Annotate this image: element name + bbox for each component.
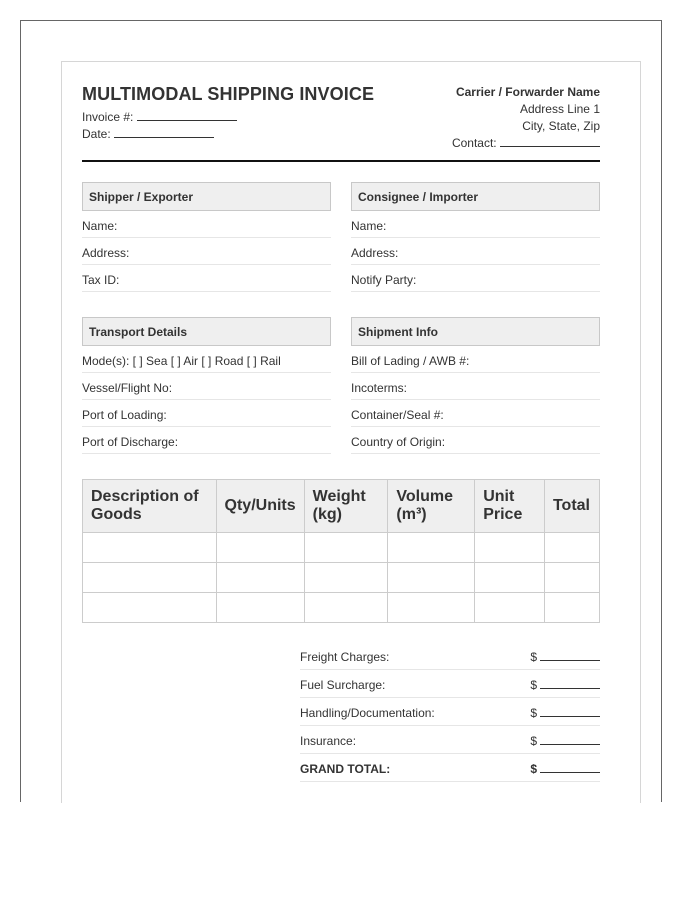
invoice-number-label: Invoice #:: [82, 110, 134, 124]
table-cell[interactable]: [475, 593, 545, 623]
transport-modes-field[interactable]: Mode(s): [ ] Sea [ ] Air [ ] Road [ ] Rail: [82, 346, 331, 373]
column-header-unit-price: Unit Price: [475, 480, 545, 533]
grand-total-value[interactable]: [530, 762, 600, 776]
handling-documentation-value[interactable]: [530, 706, 600, 720]
amount-line: [540, 762, 600, 773]
goods-table-header-row: [83, 480, 600, 533]
table-row: [83, 593, 600, 623]
incoterms-field[interactable]: Incoterms:: [351, 373, 600, 400]
invoice-date-row: [82, 127, 214, 141]
totals-block: [300, 642, 600, 782]
column-header-description: Description of Goods: [83, 480, 217, 533]
currency-symbol: $: [530, 734, 537, 748]
freight-charges-label: Freight Charges:: [300, 650, 390, 664]
carrier-contact-field[interactable]: [500, 137, 600, 147]
port-of-loading-field[interactable]: Port of Loading:: [82, 400, 331, 427]
carrier-address-line1: Address Line 1: [519, 102, 600, 116]
shipper-tax-id-field[interactable]: Tax ID:: [82, 265, 331, 292]
carrier-address-line2: City, State, Zip: [522, 119, 600, 133]
freight-charges-row: [300, 642, 600, 670]
consignee-section: [351, 182, 600, 292]
column-header-volume: Volume (m³): [388, 480, 475, 533]
bill-of-lading-field[interactable]: Bill of Lading / AWB #:: [351, 346, 600, 373]
invoice-date-label: Date:: [82, 127, 111, 141]
table-cell[interactable]: [544, 533, 599, 563]
shipper-address-field[interactable]: Address:: [82, 238, 331, 265]
table-cell[interactable]: [216, 533, 304, 563]
invoice-number-row: [82, 110, 237, 124]
shipper-section-title: Shipper / Exporter: [82, 182, 331, 211]
handling-documentation-row: [300, 698, 600, 726]
table-cell[interactable]: [83, 593, 217, 623]
consignee-address-field[interactable]: Address:: [351, 238, 600, 265]
consignee-notify-party-field[interactable]: Notify Party:: [351, 265, 600, 292]
currency-symbol: $: [530, 678, 537, 692]
invoice-sheet: [61, 61, 641, 803]
table-cell[interactable]: [475, 563, 545, 593]
column-header-qty-units: Qty/Units: [216, 480, 304, 533]
insurance-value[interactable]: [530, 734, 600, 748]
shipment-section: [351, 317, 600, 454]
goods-table: [82, 479, 600, 623]
table-cell[interactable]: [388, 533, 475, 563]
fuel-surcharge-label: Fuel Surcharge:: [300, 678, 386, 692]
fuel-surcharge-row: [300, 670, 600, 698]
table-cell[interactable]: [475, 533, 545, 563]
vessel-flight-field[interactable]: Vessel/Flight No:: [82, 373, 331, 400]
amount-line: [540, 734, 600, 745]
invoice-header: [82, 84, 600, 162]
table-cell[interactable]: [304, 563, 388, 593]
shipper-name-field[interactable]: Name:: [82, 211, 331, 238]
table-cell[interactable]: [83, 563, 217, 593]
insurance-row: [300, 726, 600, 754]
grand-total-label: GRAND TOTAL:: [300, 762, 391, 776]
carrier-block: [452, 84, 600, 152]
table-cell[interactable]: [544, 593, 599, 623]
container-seal-field[interactable]: Container/Seal #:: [351, 400, 600, 427]
port-of-discharge-field[interactable]: Port of Discharge:: [82, 427, 331, 454]
freight-charges-value[interactable]: [530, 650, 600, 664]
invoice-date-field[interactable]: [114, 128, 214, 138]
column-header-weight: Weight (kg): [304, 480, 388, 533]
amount-line: [540, 706, 600, 717]
shipper-section: [82, 182, 331, 292]
invoice-number-field[interactable]: [137, 111, 237, 121]
transport-section: [82, 317, 331, 454]
table-cell[interactable]: [216, 593, 304, 623]
currency-symbol: $: [530, 762, 537, 776]
table-cell[interactable]: [304, 593, 388, 623]
table-cell[interactable]: [304, 533, 388, 563]
country-of-origin-field[interactable]: Country of Origin:: [351, 427, 600, 454]
fuel-surcharge-value[interactable]: [530, 678, 600, 692]
currency-symbol: $: [530, 650, 537, 664]
table-cell[interactable]: [83, 533, 217, 563]
carrier-contact-label: Contact:: [451, 136, 497, 150]
table-cell[interactable]: [388, 563, 475, 593]
consignee-name-field[interactable]: Name:: [351, 211, 600, 238]
carrier-name: Carrier / Forwarder Name: [455, 85, 600, 99]
amount-line: [540, 678, 600, 689]
table-row: [83, 533, 600, 563]
page-frame: [20, 20, 662, 802]
transport-section-title: Transport Details: [82, 317, 331, 346]
table-cell[interactable]: [216, 563, 304, 593]
amount-line: [540, 650, 600, 661]
table-cell[interactable]: [544, 563, 599, 593]
handling-documentation-label: Handling/Documentation:: [300, 706, 435, 720]
invoice-title: MULTIMODAL SHIPPING INVOICE: [82, 84, 375, 104]
currency-symbol: $: [530, 706, 537, 720]
table-cell[interactable]: [388, 593, 475, 623]
consignee-section-title: Consignee / Importer: [351, 182, 600, 211]
carrier-contact-row: [452, 135, 600, 152]
grand-total-row: [300, 754, 600, 782]
column-header-total: Total: [544, 480, 599, 533]
table-row: [83, 563, 600, 593]
insurance-label: Insurance:: [300, 734, 357, 748]
shipment-section-title: Shipment Info: [351, 317, 600, 346]
